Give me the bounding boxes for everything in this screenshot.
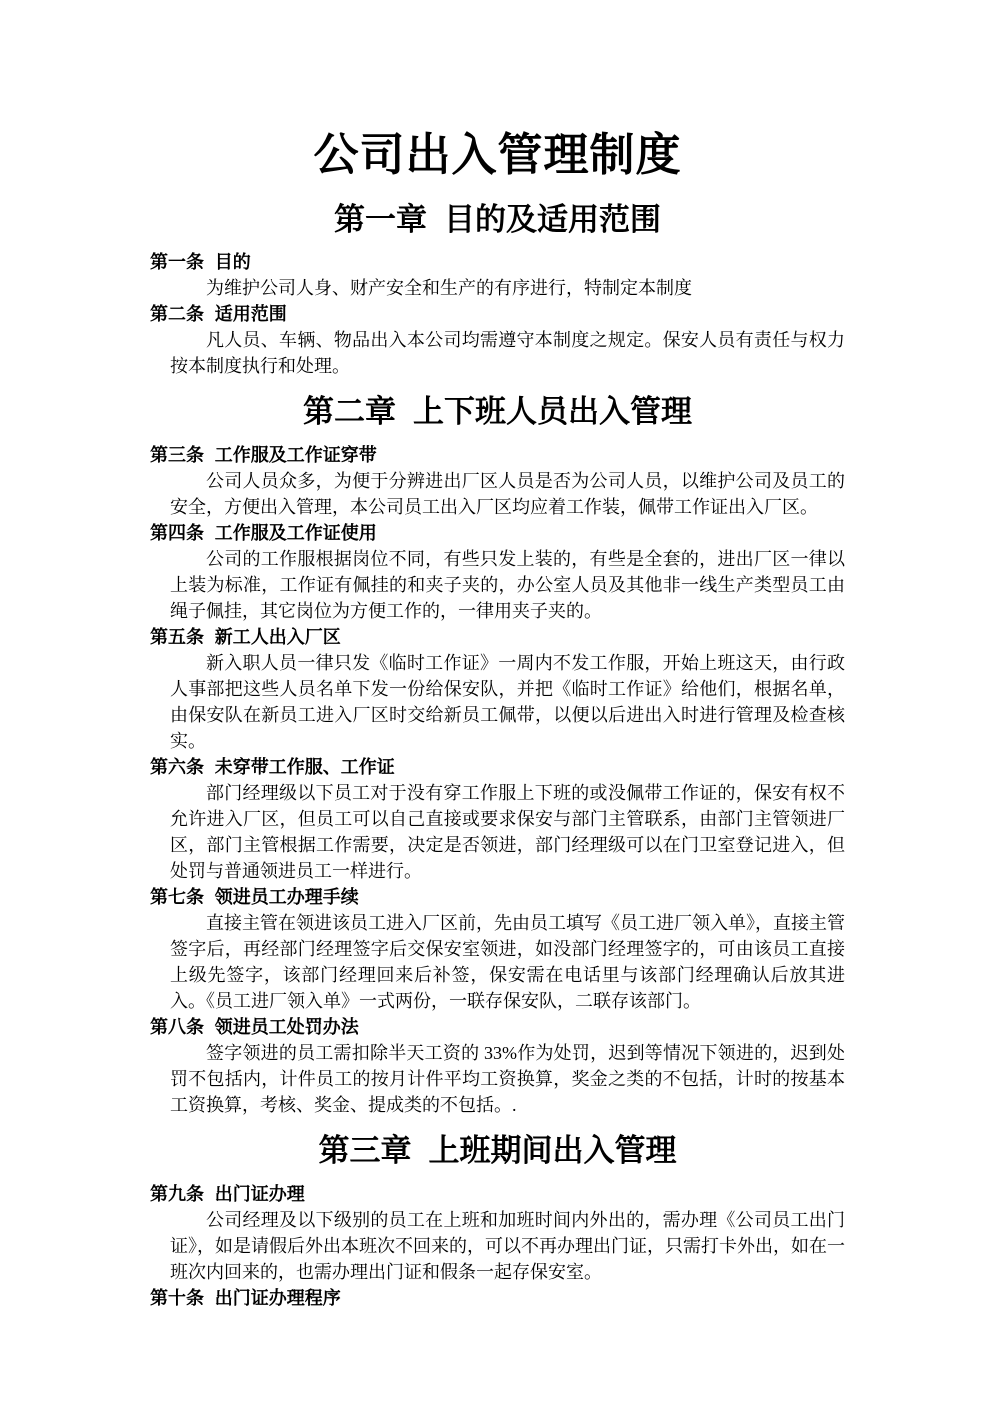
article-title: 领进员工处罚办法 (214, 1017, 359, 1038)
article-label: 第三条 (150, 445, 204, 466)
chapter-3 (150, 1130, 845, 1311)
article-label: 第七条 (150, 887, 204, 908)
article-title: 工作服及工作证穿带 (214, 445, 377, 466)
article-title: 领进员工办理手续 (214, 887, 359, 908)
article-body: 为维护公司人身、财产安全和生产的有序进行，特制定本制度 (206, 278, 692, 299)
chapter-2 (150, 391, 845, 1118)
article-9 (150, 1181, 845, 1285)
article-label: 第九条 (150, 1184, 204, 1205)
article-body: 签字领进的员工需扣除半天工资的 33%作为处罚，迟到等情况下领进的，迟到处罚不包括内，计件员工的按月计件平均工资换算，奖金之类的不包括，计时的按基本工资换算，考核、奖金、提成类的不包括。. (170, 1043, 845, 1116)
article-label: 第六条 (150, 757, 204, 778)
article-8 (150, 1014, 845, 1118)
chapter-title: 上下班人员出入管理 (413, 394, 693, 430)
article-body: 部门经理级以下员工对于没有穿工作服上下班的或没佩带工作证的，保安有权不允许进入厂区，但员工可以自己直接或要求保安与部门主管联系，由部门主管领进厂区，部门主管根据工作需要，决定是否领进，部门经理级可以在门卫室登记进入，但处罚与普通领进员工一样进行。 (170, 783, 845, 882)
article-body: 公司经理及以下级别的员工在上班和加班时间内外出的，需办理《公司员工出门证》，如是请假后外出本班次不回来的，可以不再办理出门证，只需打卡外出，如在一班次内回来的，也需办理出门证和假条一起存保安室。 (170, 1210, 845, 1283)
article-heading (150, 624, 845, 650)
article-title: 出门证办理程序 (214, 1288, 341, 1309)
article-body: 公司的工作服根据岗位不同，有些只发上装的，有些是全套的，进出厂区一律以上装为标准，工作证有佩挂的和夹子夹的，办公室人员及其他非一线生产类型员工由绳子佩挂，其它岗位为方便工作的，一律用夹子夹的。 (170, 549, 845, 622)
article-4 (150, 520, 845, 624)
article-title: 目的 (214, 252, 251, 273)
article-1 (150, 249, 845, 301)
article-5 (150, 624, 845, 754)
article-label: 第八条 (150, 1017, 204, 1038)
article-title: 出门证办理 (214, 1184, 305, 1205)
article-label: 第十条 (150, 1288, 204, 1309)
chapter-label: 第三章 (318, 1133, 412, 1169)
article-body: 凡人员、车辆、物品出入本公司均需遵守本制度之规定。保安人员有责任与权力按本制度执行和处理。 (170, 330, 845, 377)
article-label: 第一条 (150, 252, 204, 273)
article-heading (150, 754, 845, 780)
article-label: 第五条 (150, 627, 204, 648)
article-title: 适用范围 (214, 304, 287, 325)
article-6 (150, 754, 845, 884)
chapter-3-heading (150, 1130, 845, 1172)
article-7 (150, 884, 845, 1014)
article-heading (150, 1014, 845, 1040)
article-body: 公司人员众多，为便于分辨进出厂区人员是否为公司人员，以维护公司及员工的安全，方便出入管理，本公司员工出入厂区均应着工作装，佩带工作证出入厂区。 (170, 471, 845, 518)
article-title: 工作服及工作证使用 (214, 523, 377, 544)
article-10 (150, 1285, 845, 1311)
article-heading (150, 249, 845, 275)
chapter-title: 上班期间出入管理 (428, 1133, 677, 1169)
article-heading (150, 1285, 845, 1311)
article-label: 第二条 (150, 304, 204, 325)
article-heading (150, 520, 845, 546)
article-2 (150, 301, 845, 379)
chapter-2-heading (150, 391, 845, 433)
article-3 (150, 442, 845, 520)
article-title: 未穿带工作服、工作证 (214, 757, 395, 778)
article-label: 第四条 (150, 523, 204, 544)
chapter-label: 第二章 (302, 394, 396, 430)
article-heading (150, 442, 845, 468)
article-heading (150, 1181, 845, 1207)
article-body: 直接主管在领进该员工进入厂区前，先由员工填写《员工进厂领入单》，直接主管签字后，再经部门经理签字后交保安室领进，如没部门经理签字的，可由该员工直接上级先签字，该部门经理回来后补签，保安需在电话里与该部门经理确认后放其进入。《员工进厂领入单》一式两份，一联存保安队，二联存该部门。 (170, 913, 845, 1012)
article-heading (150, 301, 845, 327)
article-title: 新工人出入厂区 (214, 627, 341, 648)
chapter-1 (150, 199, 845, 380)
document-title: 公司出入管理制度 (313, 129, 682, 180)
article-body: 新入职人员一律只发《临时工作证》一周内不发工作服，开始上班这天，由行政人事部把这些人员名单下发一份给保安队，并把《临时工作证》给他们，根据名单，由保安队在新员工进入厂区时交给新员工佩带，以便以后进出入时进行管理及检查核实。 (170, 653, 845, 752)
chapter-1-heading (150, 199, 845, 241)
chapter-title: 目的及适用范围 (444, 201, 662, 237)
chapter-label: 第一章 (333, 201, 427, 237)
article-heading (150, 884, 845, 910)
